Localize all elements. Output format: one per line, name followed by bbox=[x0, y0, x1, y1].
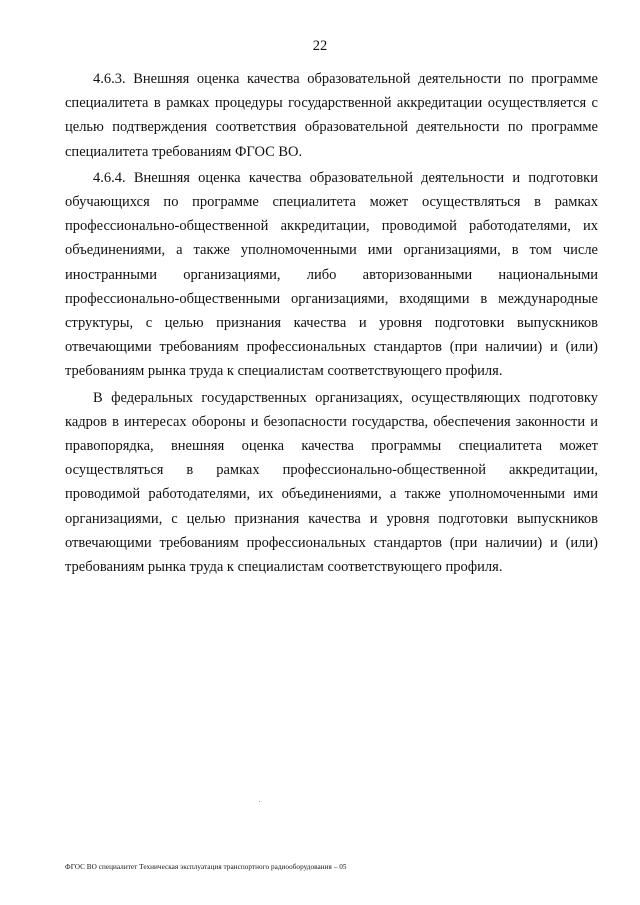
page-number: 22 bbox=[312, 38, 328, 54]
paragraph-4-6-3: 4.6.3. Внешняя оценка качества образовательной деятельности по программе специалитета в рамках процедуры государственной аккредитации осуществляется с целью подтверждения соответствия образовательной деятельности по программе специалитета требованиям ФГОС ВО. bbox=[65, 71, 598, 160]
document-footer: ФГОС ВО специалитет Техническая эксплуатация транспортного радиооборудования – 05 bbox=[65, 863, 347, 871]
paragraph-federal-organizations: В федеральных государственных организациях, осуществляющих подготовку кадров в интересах обороны и безопасности государства, обеспечения законности и правопорядка, внешняя оценка качества программы специалитета может осуществляться в рамках профессионально-общественной аккредитации, проводимой работодателями, их объединениями, а также уполномоченными ими организациями, с целью признания качества и уровня подготовки выпускников отвечающими требованиям профессиональных стандартов (при наличии) и (или) требованиям рынка труда к специалистам соответствующего профиля. bbox=[65, 389, 598, 576]
scan-artifact bbox=[259, 801, 260, 802]
document-body bbox=[65, 67, 598, 581]
paragraph-4-6-4: 4.6.4. Внешняя оценка качества образовательной деятельности и подготовки обучающихся по программе специалитета может осуществляться в рамках профессионально-общественной аккредитации, проводимой работодателями, их объединениями, а также уполномоченными ими организациями, в том числе иностранными организациями, либо авторизованными национальными профессионально-общественными организациями, входящими в международные структуры, с целью признания качества и уровня подготовки выпускников отвечающими требованиям профессиональных стандартов (при наличии) и (или) требованиям рынка труда к специалистам соответствующего профиля. bbox=[65, 169, 598, 380]
